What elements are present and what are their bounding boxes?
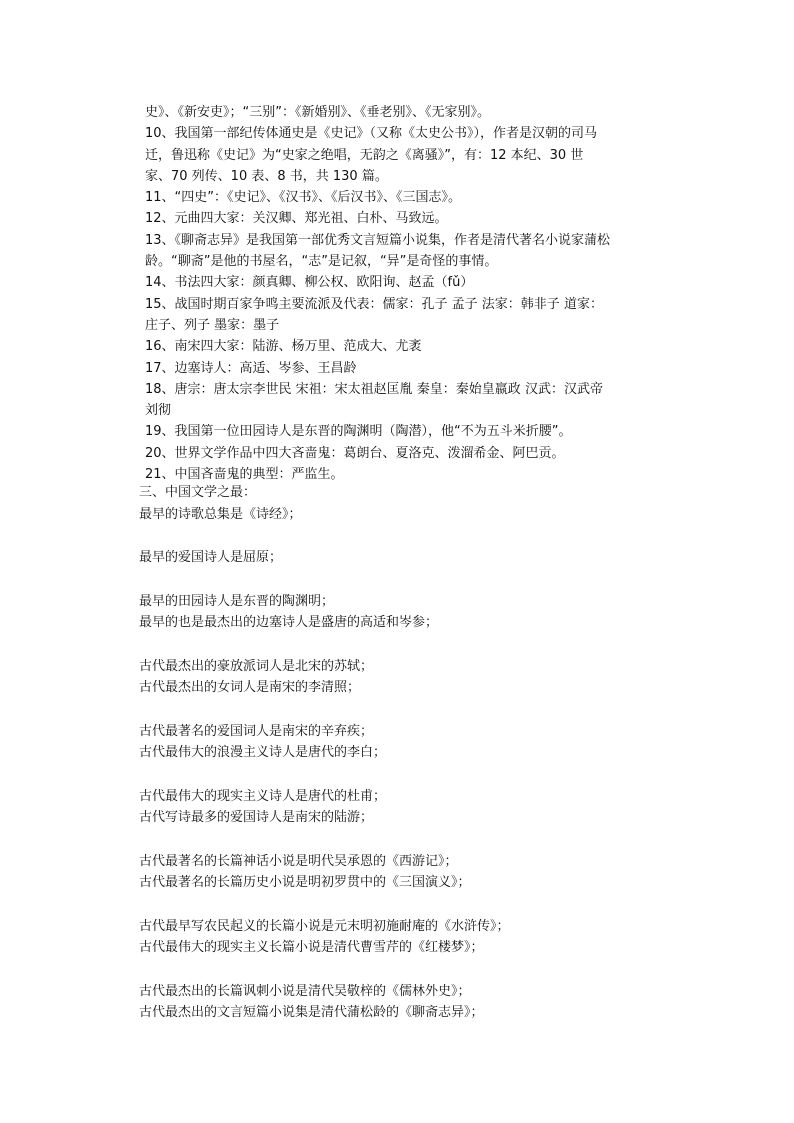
paragraph-gap <box>139 699 679 721</box>
paragraph-gap <box>139 634 679 656</box>
list-line: 19、我国第一位田园诗人是东晋的陶渊明（陶潜），他“不为五斗米折腰”。 <box>145 424 572 440</box>
paragraph-gap <box>139 959 679 981</box>
superlative-line: 最早的田园诗人是东晋的陶渊明； <box>139 593 335 609</box>
superlative-line: 古代最伟大的现实主义长篇小说是清代曹雪芹的《红楼梦》； <box>139 940 484 955</box>
knowledge-list <box>145 102 665 485</box>
superlative-line: 古代最早写农民起义的长篇小说是元末明初施耐庵的《水浒传》； <box>139 918 510 934</box>
superlative-line: 古代最著名的爱国词人是南宋的辛弃疾； <box>139 723 374 739</box>
list-line: 21、中国吝啬鬼的典型：严监生。 <box>145 467 344 483</box>
superlative-line: 古代最著名的长篇神话小说是明代吴承恩的《西游记》； <box>139 853 458 869</box>
list-line: 家、70 列传、10 表、8 书，共 130 篇。 <box>145 168 388 184</box>
superlative-line: 古代最杰出的豪放派词人是北宋的苏轼； <box>139 658 374 674</box>
list-line: 18、唐宗：唐太宗李世民 宋祖：宋太祖赵匡胤 秦皇：秦始皇嬴政 汉武：汉武帝 <box>145 381 603 397</box>
list-line: 20、世界文学作品中四大吝啬鬼：葛朗台、夏洛克、泼溜希金、阿巴贡。 <box>145 445 565 461</box>
paragraph-gap <box>139 525 679 547</box>
paragraph-gap <box>139 894 679 916</box>
list-line: 15、战国时期百家争鸣主要流派及代表：儒家：孔子 孟子 法家：韩非子 道家： <box>145 296 603 312</box>
list-line: 16、南宋四大家：陆游、杨万里、范成大、尤袤 <box>145 339 422 355</box>
list-line: 12、元曲四大家：关汉卿、郑光祖、白朴、马致远。 <box>145 211 448 227</box>
list-line: 11、“四史”：《史记》、《汉书》、《后汉书》、《三国志》。 <box>145 190 462 206</box>
superlative-line: 古代最杰出的女词人是南宋的李清照； <box>139 680 361 695</box>
superlative-line: 最早的爱国诗人是屈原； <box>139 550 283 565</box>
paragraph-gap <box>139 829 679 851</box>
list-line: 刘彻 <box>145 403 172 419</box>
list-line: 14、书法四大家：颜真卿、柳公权、欧阳询、赵孟（fǔ） <box>145 275 474 291</box>
superlative-line: 最早的诗歌总集是《诗经》； <box>139 506 302 522</box>
list-line: 史》、《新安吏》；“三别”：《新婚别》、《垂老别》、《无家别》。 <box>145 105 490 120</box>
list-line: 17、边塞诗人：高适、岑参、王昌龄 <box>145 360 357 376</box>
list-line: 10、我国第一部纪传体通史是《史记》（又称《太史公书》），作者是汉朝的司马 <box>145 126 598 142</box>
superlative-line: 古代最著名的长篇历史小说是明初罗贯中的《三国演义》； <box>139 875 471 890</box>
superlative-line: 古代最伟大的浪漫主义诗人是唐代的李白； <box>139 745 387 760</box>
superlative-line: 古代写诗最多的爱国诗人是南宋的陆游； <box>139 810 374 825</box>
superlative-line: 古代最杰出的文言短篇小说集是清代蒲松龄的《聊斋志异》； <box>139 1005 484 1020</box>
list-line: 13、《聊斋志异》是我国第一部优秀文言短篇小说集，作者是清代著名小说家蒲松 <box>145 232 611 248</box>
superlative-line: 古代最杰出的长篇讽刺小说是清代吴敬梓的《儒林外史》； <box>139 983 471 999</box>
literature-superlatives-section <box>139 482 679 1024</box>
list-line: 迁，鲁迅称《史记》为“史家之绝唱，无韵之《离骚》”，有：12 本纪、30 世 <box>145 147 584 163</box>
section-heading: 三、中国文学之最： <box>139 485 257 500</box>
paragraph-gap <box>139 764 679 786</box>
superlative-line: 最早的也是最杰出的边塞诗人是盛唐的高适和岑参； <box>139 615 439 630</box>
paragraph-gap <box>139 569 679 591</box>
list-line: 龄。“聊斋”是他的书屋名，“志”是记叙，“异”是奇怪的事情。 <box>145 254 498 270</box>
superlative-line: 古代最伟大的现实主义诗人是唐代的杜甫； <box>139 788 387 804</box>
list-line: 庄子、列子 墨家：墨子 <box>145 317 280 333</box>
